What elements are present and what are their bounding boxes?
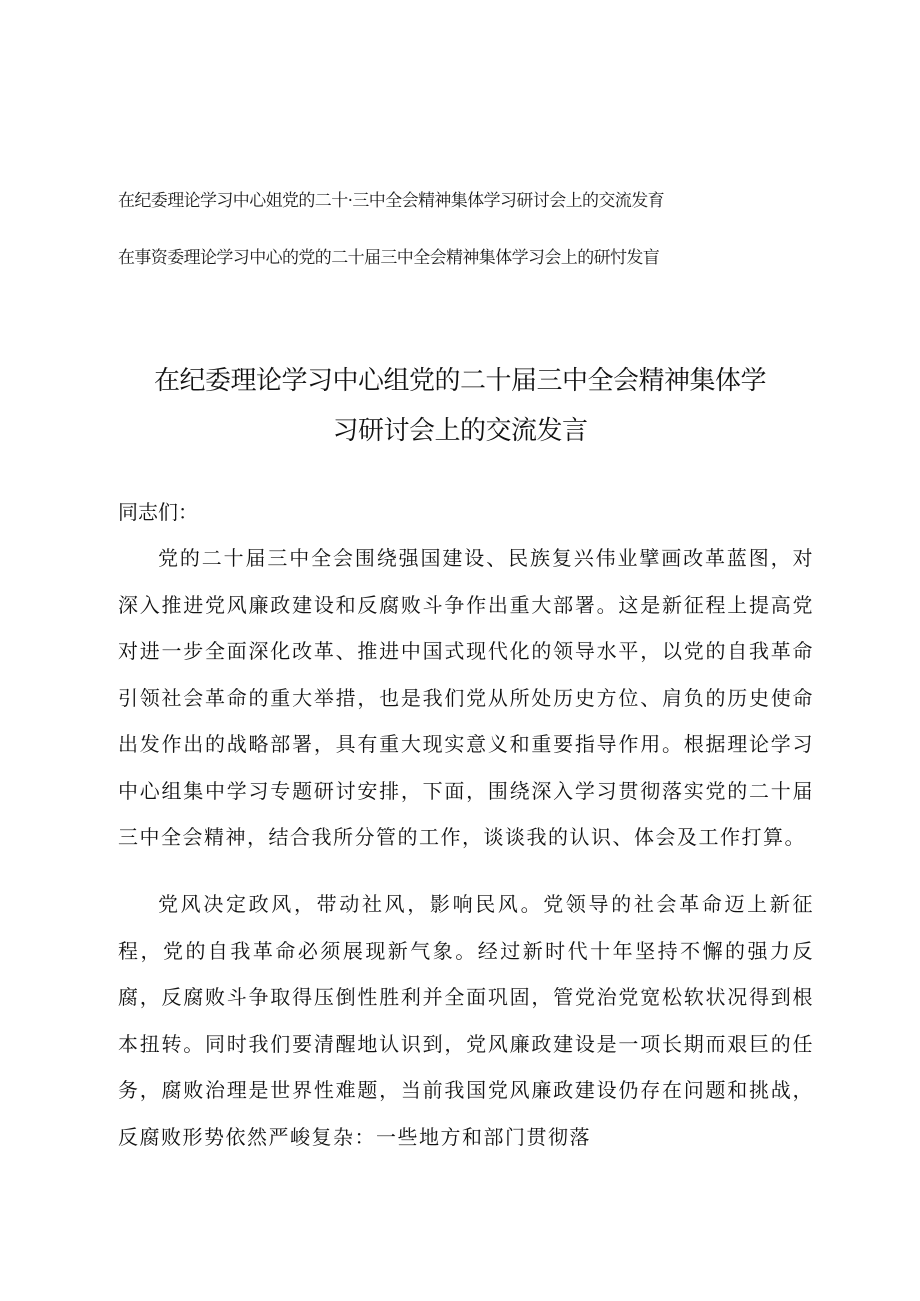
body-paragraph-2: 党风决定政风，带动社风，影响民风。党领导的社会革命迈上新征程，党的自我革命必须展现新气象。经过新时代十年坚持不懈的强力反腐，反腐败斗争取得压倒性胜利并全面巩固，管党治党宽松软状况得到根本扭转。同时我们要清醒地认识到，党风廉政建设是一项长期而艰巨的任务，腐败治理是世界性难题，当前我国党风廉政建设仍存在问题和挑战，反腐败形势依然严峻复杂：一些地方和部门贯彻落 — [118, 892, 814, 1149]
body-paragraph-1: 党的二十届三中全会围绕强国建设、民族复兴伟业擘画改革蓝图，对深入推进党风廉政建设和反腐败斗争作出重大部署。这是新征程上提高党对进一步全面深化改革、推进中国式现代化的领导水平，以党的自我革命引领社会革命的重大举措，也是我们党从所处历史方位、肩负的历史使命出发作出的战略部署，具有重大现实意义和重要指导作用。根据理论学习中心组集中学习专题研讨安排，下面，围绕深入学习贯彻落实党的二十届三中全会精神，结合我所分管的工作，谈谈我的认识、体会及工作打算。 — [118, 546, 814, 849]
toc-item-2: 在事资委理论学习中心的党的二十届三中全会精神集体学习会上的研忖发盲 — [118, 248, 660, 268]
toc-item-1: 在纪委理论学习中心姐党的二十·三中全会精神集体学习研讨会上的交流发育 — [118, 191, 665, 211]
title-line-1: 在纪委理论学习中心组党的二十届三中全会精神集体学 — [153, 366, 766, 396]
article-title — [100, 356, 820, 456]
title-line-2: 习研讨会上的交流发言 — [332, 416, 588, 446]
salutation: 同志们： — [118, 500, 198, 524]
